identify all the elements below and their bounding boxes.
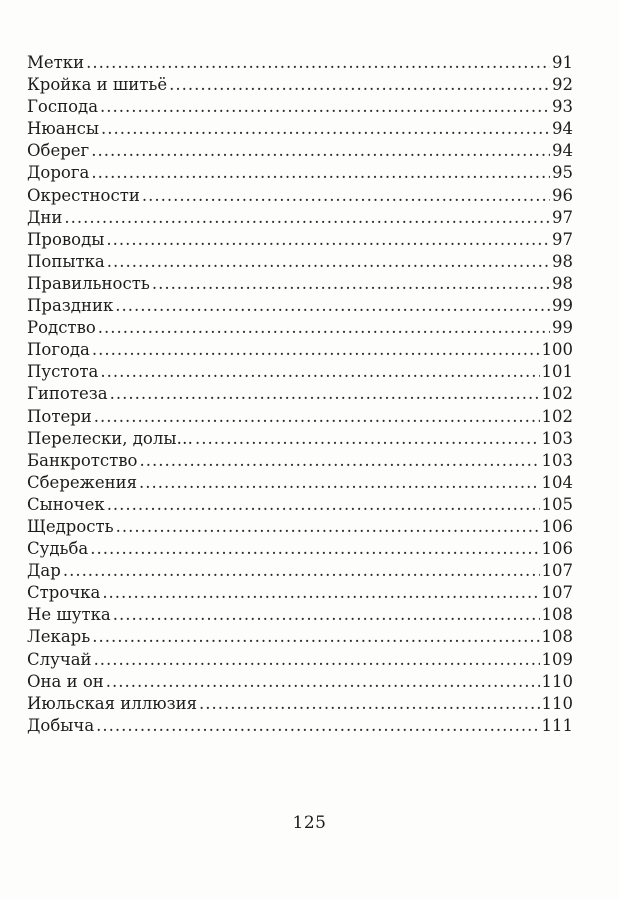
toc-entry (27, 118, 573, 140)
toc-entry-title: Она и он (27, 671, 104, 691)
toc-entry (27, 649, 573, 671)
toc-entry (27, 604, 573, 626)
toc-entry-page: 95 (552, 163, 573, 183)
toc-leader-dots (90, 538, 539, 560)
toc-entry (27, 74, 573, 96)
toc-entry (27, 273, 573, 295)
toc-leader-dots (94, 406, 540, 428)
toc-entry-page: 99 (552, 318, 573, 338)
toc-entry-page: 102 (541, 384, 573, 404)
toc-entry-page: 104 (541, 472, 573, 492)
toc-leader-dots (142, 185, 550, 207)
toc-entry (27, 450, 573, 472)
toc-leader-dots (94, 649, 540, 671)
toc-entry (27, 251, 573, 273)
toc-leader-dots (100, 96, 550, 118)
toc-leader-dots (96, 715, 539, 737)
toc-entry-title: Сбережения (27, 472, 137, 492)
toc-entry (27, 582, 573, 604)
toc-entry-page: 108 (541, 627, 573, 647)
toc-entry (27, 52, 573, 74)
toc-leader-dots (102, 582, 539, 604)
toc-entry (27, 406, 573, 428)
toc-entry-title: Добыча (27, 715, 95, 735)
toc-leader-dots (199, 693, 540, 715)
toc-entry-page: 97 (552, 207, 573, 227)
toc-entry-page: 103 (541, 450, 573, 470)
toc-entry-page: 91 (552, 53, 573, 72)
toc-entry (27, 715, 573, 737)
toc-entry-title: Праздник (27, 296, 114, 316)
toc-entry-title: Случай (27, 649, 92, 669)
toc-entry-page: 107 (541, 561, 573, 581)
toc-entry-title: Гипотеза (27, 384, 108, 404)
toc-entry-page: 101 (541, 362, 573, 382)
toc-entry-title: Дар (27, 561, 61, 581)
toc-leader-dots (92, 626, 539, 648)
toc-entry-page: 108 (541, 605, 573, 625)
toc-entry (27, 472, 573, 494)
toc-leader-dots (107, 251, 550, 273)
toc-leader-dots (92, 339, 540, 361)
toc-entry (27, 96, 573, 118)
toc-entry-page: 96 (552, 185, 573, 205)
toc-entry-page: 110 (541, 693, 573, 713)
toc-entry (27, 538, 573, 560)
toc-entry (27, 428, 573, 450)
toc-entry-title: Дни (27, 207, 63, 227)
toc-entry-page: 98 (552, 273, 573, 293)
toc-entry-page: 107 (541, 583, 573, 603)
toc-entry-title: Сыночек (27, 494, 105, 514)
toc-entry-page: 99 (552, 296, 573, 316)
toc-entry-page: 105 (541, 494, 573, 514)
toc-entry-title: Дорога (27, 163, 90, 183)
toc-entry-page: 109 (541, 649, 573, 669)
toc-entry (27, 671, 573, 693)
toc-entry (27, 295, 573, 317)
toc-leader-dots (91, 162, 550, 184)
toc-leader-dots (115, 295, 550, 317)
toc-leader-dots (139, 472, 540, 494)
toc-entry-title: Погода (27, 340, 90, 360)
toc-entry-title: Судьба (27, 539, 89, 559)
toc-leader-dots (64, 207, 550, 229)
toc-entry-title: Правильность (27, 273, 150, 293)
toc-leader-dots (106, 229, 550, 251)
toc-entry-title: Оберег (27, 141, 90, 161)
toc-entry-page: 106 (541, 516, 573, 536)
toc-leader-dots (101, 118, 550, 140)
toc-leader-dots (100, 361, 539, 383)
toc-entry-title: Июльская иллюзия (27, 693, 197, 713)
toc-entry-title: Метки (27, 53, 85, 72)
toc-entry-title: Потери (27, 406, 92, 426)
toc-entry (27, 626, 573, 648)
toc-entry-title: Перелески, долы… (27, 428, 193, 448)
toc-entry-title: Не шутка (27, 605, 111, 625)
toc-leader-dots (195, 428, 540, 450)
table-of-contents (27, 52, 573, 737)
toc-entry-title: Лекарь (27, 627, 91, 647)
toc-entry-title: Строчка (27, 583, 101, 603)
toc-entry-page: 97 (552, 229, 573, 249)
toc-leader-dots (91, 140, 550, 162)
toc-entry-title: Банкротство (27, 450, 138, 470)
toc-entry (27, 185, 573, 207)
toc-leader-dots (98, 317, 550, 339)
toc-leader-dots (113, 604, 540, 626)
toc-entry (27, 693, 573, 715)
toc-entry-page: 103 (541, 428, 573, 448)
toc-entry-title: Щедрость (27, 516, 114, 536)
toc-entry-page: 100 (541, 340, 573, 360)
toc-entry-page: 111 (541, 715, 573, 735)
toc-entry-page: 98 (552, 251, 573, 271)
toc-entry-page: 106 (541, 539, 573, 559)
toc-entry-title: Пустота (27, 362, 99, 382)
toc-entry (27, 229, 573, 251)
toc-leader-dots (116, 516, 540, 538)
toc-entry-page: 110 (541, 671, 573, 691)
toc-entry-title: Кройка и шитьё (27, 75, 168, 95)
toc-entry-title: Проводы (27, 229, 105, 249)
toc-entry (27, 383, 573, 405)
toc-entry (27, 207, 573, 229)
toc-entry (27, 560, 573, 582)
toc-leader-dots (63, 560, 540, 582)
toc-entry-title: Родство (27, 318, 96, 338)
toc-entry-page: 94 (552, 119, 573, 139)
toc-leader-dots (106, 671, 540, 693)
toc-entry-title: Нюансы (27, 119, 99, 139)
toc-entry-title: Попытка (27, 251, 105, 271)
toc-entry-page: 92 (552, 75, 573, 95)
toc-entry (27, 339, 573, 361)
toc-entry (27, 494, 573, 516)
toc-entry-title: Окрестности (27, 185, 140, 205)
toc-entry-title: Господа (27, 97, 99, 117)
toc-entry (27, 361, 573, 383)
toc-entry-page: 93 (552, 97, 573, 117)
toc-entry (27, 162, 573, 184)
toc-leader-dots (110, 383, 540, 405)
toc-entry (27, 317, 573, 339)
toc-entry (27, 140, 573, 162)
toc-leader-dots (169, 74, 550, 96)
toc-leader-dots (140, 450, 540, 472)
toc-leader-dots (107, 494, 540, 516)
toc-entry-page: 94 (552, 141, 573, 161)
toc-leader-dots (86, 52, 550, 74)
toc-entry (27, 516, 573, 538)
toc-leader-dots (152, 273, 550, 295)
toc-entry-page: 102 (541, 406, 573, 426)
page-number: 125 (292, 813, 327, 833)
